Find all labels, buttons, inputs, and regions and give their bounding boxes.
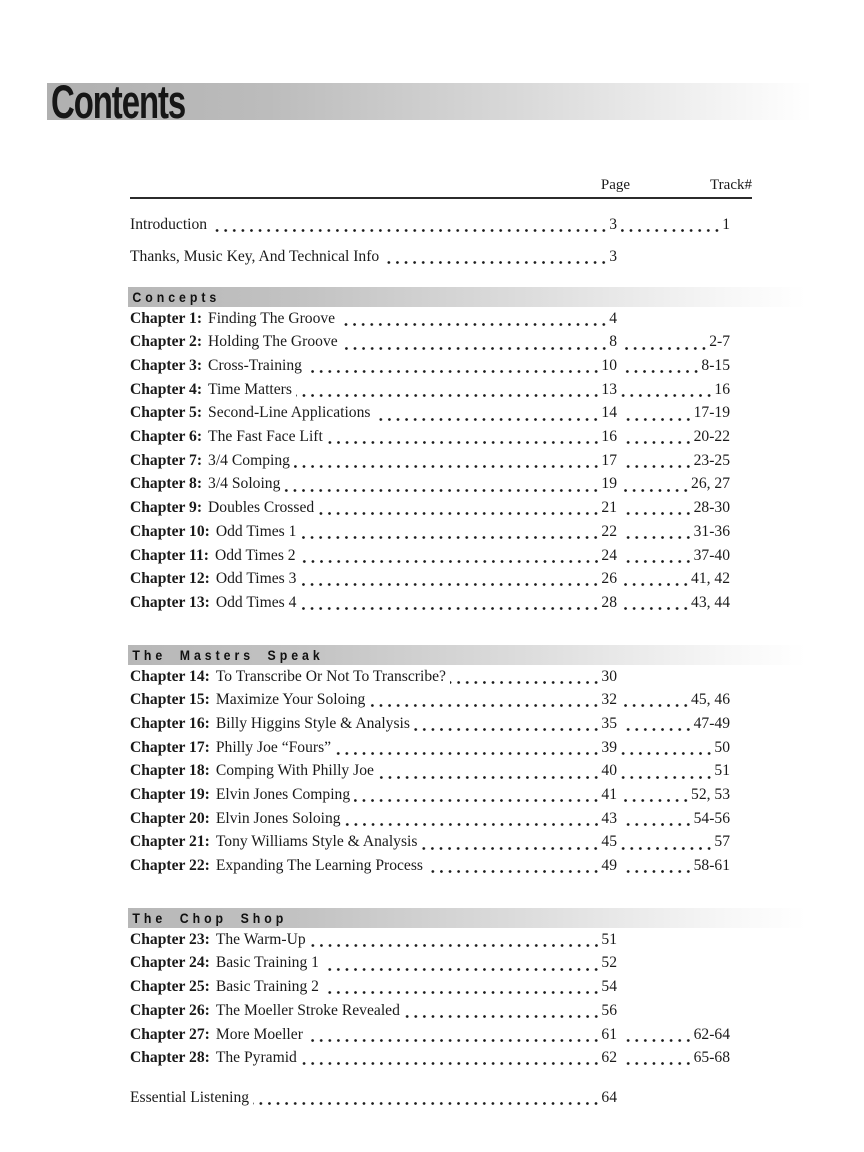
toc-row xyxy=(130,520,752,544)
dot-leader xyxy=(621,1039,693,1042)
page-number: 8 xyxy=(609,333,617,351)
track-number: 2-7 xyxy=(709,333,730,351)
chapter-label: Chapter 16: xyxy=(130,714,210,732)
toc-row-main xyxy=(130,425,617,449)
dot-leader xyxy=(621,441,693,444)
dot-leader xyxy=(621,799,690,802)
track-number: 26, 27 xyxy=(691,475,730,493)
entry-title: Maximize Your Soloing xyxy=(215,691,366,709)
toc-row-track xyxy=(617,999,730,1023)
toc-row xyxy=(130,330,752,354)
toc-row-main xyxy=(130,496,617,520)
toc-row xyxy=(130,951,752,975)
entry-title: Odd Times 2 xyxy=(214,546,296,564)
toc-row-main xyxy=(130,472,617,496)
chapter-label: Chapter 24: xyxy=(130,954,210,972)
chapter-label: Chapter 23: xyxy=(130,930,210,948)
entry-title: Finding The Groove xyxy=(208,309,336,327)
track-number: 65-68 xyxy=(693,1049,730,1067)
page-number: 51 xyxy=(601,930,617,948)
toc-row xyxy=(130,688,752,712)
chapter-label: Chapter 8: xyxy=(130,475,203,493)
dot-leader xyxy=(621,261,729,264)
toc-row-main xyxy=(130,854,617,878)
track-number: 57 xyxy=(714,833,730,851)
dot-leader xyxy=(323,991,600,994)
toc-row-track xyxy=(617,830,730,854)
page-number: 56 xyxy=(601,1001,617,1019)
page-number: 62 xyxy=(601,1049,617,1067)
toc-row-track xyxy=(617,496,730,520)
track-number: 37-40 xyxy=(693,546,730,564)
page-number: 3 xyxy=(609,247,617,265)
toc-row-main xyxy=(130,759,617,783)
toc-section xyxy=(130,287,752,615)
toc-row-track xyxy=(617,736,730,760)
entry-title: Thanks, Music Key, And Technical Info xyxy=(130,247,380,265)
toc-row-main xyxy=(130,591,617,615)
dot-leader xyxy=(300,607,600,610)
toc-row-track xyxy=(617,1023,730,1047)
toc-row xyxy=(130,472,752,496)
toc-row xyxy=(130,401,752,425)
toc-row-track xyxy=(617,1046,730,1070)
track-number: 8-15 xyxy=(701,357,730,375)
toc-row xyxy=(130,830,752,854)
track-number: 62-64 xyxy=(693,1025,730,1043)
column-headers xyxy=(130,176,752,194)
page-number: 14 xyxy=(601,404,617,422)
entry-title: Odd Times 3 xyxy=(215,570,297,588)
page-number: 52 xyxy=(601,954,617,972)
toc-row-main xyxy=(130,665,617,689)
track-number: 52, 53 xyxy=(691,786,730,804)
section-header-bar xyxy=(128,908,834,928)
toc-row-main xyxy=(130,567,617,591)
track-number: 45, 46 xyxy=(691,691,730,709)
dot-leader xyxy=(621,1102,729,1105)
dot-leader xyxy=(345,823,601,826)
page-column-header: Page xyxy=(600,177,631,193)
chapter-label: Chapter 28: xyxy=(130,1049,210,1067)
entry-title: Expanding The Learning Process xyxy=(215,857,423,875)
track-number: 31-36 xyxy=(693,522,730,540)
entry-title: 3/4 Comping xyxy=(208,451,290,469)
dot-leader xyxy=(621,1062,693,1065)
toc-row xyxy=(130,307,752,331)
toc-row-main xyxy=(130,830,617,854)
toc-row-track xyxy=(617,245,730,269)
entry-title: To Transcribe Or Not To Transcribe? xyxy=(215,667,446,685)
entry-title: Cross-Training xyxy=(208,357,302,375)
dot-leader xyxy=(621,1015,729,1018)
toc-row-main xyxy=(130,1046,617,1070)
dot-leader xyxy=(404,1015,601,1018)
page-number: 32 xyxy=(601,691,617,709)
toc-row xyxy=(130,736,752,760)
dot-leader xyxy=(621,323,729,326)
dot-leader xyxy=(369,704,600,707)
dot-leader xyxy=(300,536,600,539)
dot-leader xyxy=(296,394,600,397)
dot-leader xyxy=(310,944,601,947)
track-number: 17-19 xyxy=(693,404,730,422)
entry-title: Time Matters xyxy=(208,380,292,398)
page-number: 41 xyxy=(601,786,617,804)
chapter-label: Chapter 10: xyxy=(130,522,210,540)
track-number: 58-61 xyxy=(693,857,730,875)
toc-row-track xyxy=(617,807,730,831)
toc-row-main xyxy=(130,544,617,568)
toc-row xyxy=(130,783,752,807)
dot-leader xyxy=(621,944,729,947)
toc-row-track xyxy=(617,975,730,999)
dot-leader xyxy=(621,704,690,707)
toc-row xyxy=(130,544,752,568)
section-header-bar xyxy=(128,645,834,665)
dot-leader xyxy=(327,441,601,444)
page-number: 45 xyxy=(601,833,617,851)
dot-leader xyxy=(621,394,713,397)
dot-leader xyxy=(621,560,693,563)
page-number: 40 xyxy=(601,762,617,780)
entry-title: Essential Listening xyxy=(130,1088,250,1106)
chapter-label: Chapter 4: xyxy=(130,380,203,398)
section-rows xyxy=(130,928,752,1070)
section-title: The Masters Speak xyxy=(132,646,324,663)
track-number: 28-30 xyxy=(693,499,730,517)
toc-row-track xyxy=(617,567,730,591)
dot-leader xyxy=(621,536,693,539)
end-matter-rows xyxy=(130,1086,752,1110)
chapter-label: Chapter 15: xyxy=(130,691,210,709)
toc-row xyxy=(130,567,752,591)
toc-row-track xyxy=(617,425,730,449)
toc-row-main xyxy=(130,951,617,975)
toc-row xyxy=(130,378,752,402)
toc-row xyxy=(130,1046,752,1070)
dot-leader xyxy=(300,583,600,586)
entry-title: The Fast Face Lift xyxy=(208,428,323,446)
toc-row-track xyxy=(617,472,730,496)
dot-leader xyxy=(621,991,729,994)
dot-leader xyxy=(621,681,729,684)
toc-section xyxy=(130,645,752,878)
entry-title: Odd Times 4 xyxy=(215,593,297,611)
entry-title: 3/4 Soloing xyxy=(208,475,281,493)
entry-title: The Moeller Stroke Revealed xyxy=(215,1001,400,1019)
entry-title: Comping With Philly Joe xyxy=(215,762,374,780)
toc-row-main xyxy=(130,354,617,378)
toc-row-main xyxy=(130,999,617,1023)
dot-leader xyxy=(294,465,600,468)
page-number: 28 xyxy=(601,593,617,611)
chapter-label: Chapter 1: xyxy=(130,309,203,327)
chapter-label: Chapter 12: xyxy=(130,570,210,588)
toc-row xyxy=(130,975,752,999)
toc-row xyxy=(130,449,752,473)
entry-title: Introduction xyxy=(130,216,208,233)
chapter-label: Chapter 26: xyxy=(130,1001,210,1019)
toc-row-main xyxy=(130,520,617,544)
toc-row-main xyxy=(130,378,617,402)
chapter-label: Chapter 27: xyxy=(130,1025,210,1043)
toc-row-main xyxy=(130,245,617,269)
page-number: 17 xyxy=(601,451,617,469)
page-number: 30 xyxy=(601,667,617,685)
page-number: 54 xyxy=(601,978,617,996)
page-number: 19 xyxy=(601,475,617,493)
entry-title: Second-Line Applications xyxy=(208,404,371,422)
dot-leader xyxy=(378,776,600,779)
page-number: 61 xyxy=(601,1025,617,1043)
page-number: 39 xyxy=(601,738,617,756)
track-number: 23-25 xyxy=(693,451,730,469)
entry-title: Philly Joe “Fours” xyxy=(215,738,332,756)
section-title: The Chop Shop xyxy=(132,909,288,926)
dot-leader xyxy=(421,847,600,850)
track-number: 43, 44 xyxy=(691,593,730,611)
toc-row-track xyxy=(617,378,730,402)
toc-row-main xyxy=(130,688,617,712)
entry-title: Elvin Jones Comping xyxy=(215,786,351,804)
chapter-label: Chapter 9: xyxy=(130,499,203,517)
dot-leader xyxy=(300,560,601,563)
page-number: 22 xyxy=(601,522,617,540)
toc-row-track xyxy=(617,520,730,544)
dot-leader xyxy=(621,752,713,755)
entry-title: Tony Williams Style & Analysis xyxy=(215,833,418,851)
toc-row-track xyxy=(617,544,730,568)
toc-row-main xyxy=(130,736,617,760)
entry-title: Odd Times 1 xyxy=(215,522,297,540)
toc-row-track xyxy=(617,665,730,689)
dot-leader xyxy=(342,347,609,350)
toc-row-track xyxy=(617,783,730,807)
dot-leader xyxy=(211,229,608,232)
dot-leader xyxy=(383,261,608,264)
toc-row-track xyxy=(617,854,730,878)
toc-row-track xyxy=(617,401,730,425)
page-title: Contents xyxy=(51,75,186,128)
toc-row-main xyxy=(130,928,617,952)
toc-row-main xyxy=(130,975,617,999)
dot-leader xyxy=(621,847,713,850)
track-number: 41, 42 xyxy=(691,570,730,588)
toc-row-track xyxy=(617,330,730,354)
dot-leader xyxy=(414,728,600,731)
dot-leader xyxy=(374,418,600,421)
entry-title: Elvin Jones Soloing xyxy=(215,809,341,827)
dot-leader xyxy=(301,1062,601,1065)
dot-leader xyxy=(427,870,600,873)
track-number: 47-49 xyxy=(693,714,730,732)
page-number: 26 xyxy=(601,570,617,588)
toc-section xyxy=(130,908,752,1070)
toc-row-main xyxy=(130,307,617,331)
section-header-bar xyxy=(128,287,834,307)
toc-row-main xyxy=(130,213,617,237)
toc-row-main xyxy=(130,807,617,831)
dot-leader xyxy=(621,776,713,779)
dot-leader xyxy=(307,1039,601,1042)
track-number: 51 xyxy=(714,762,730,780)
section-title: Concepts xyxy=(132,288,221,305)
chapter-label: Chapter 11: xyxy=(130,546,209,564)
toc-row-main xyxy=(130,401,617,425)
dot-leader xyxy=(621,728,693,731)
track-number: 50 xyxy=(714,738,730,756)
dot-leader xyxy=(306,370,600,373)
toc-row-main xyxy=(130,783,617,807)
toc-row-track xyxy=(617,712,730,736)
toc-row xyxy=(130,591,752,615)
dot-leader xyxy=(621,512,693,515)
entry-title: Holding The Groove xyxy=(208,333,338,351)
entry-title: Doubles Crossed xyxy=(208,499,315,517)
dot-leader xyxy=(253,1102,600,1105)
chapter-label: Chapter 25: xyxy=(130,978,210,996)
page-number: 64 xyxy=(601,1088,617,1106)
entry-title: Billy Higgins Style & Analysis xyxy=(215,714,410,732)
toc-row-track xyxy=(617,759,730,783)
entry-title: More Moeller xyxy=(215,1025,303,1043)
page-number: 13 xyxy=(601,380,617,398)
dot-leader xyxy=(621,418,693,421)
track-number: 20-22 xyxy=(693,428,730,446)
dot-leader xyxy=(323,968,600,971)
track-number: 54-56 xyxy=(693,809,730,827)
toc-row-track xyxy=(617,928,730,952)
chapter-label: Chapter 20: xyxy=(130,809,210,827)
toc-row-track xyxy=(617,1086,730,1110)
toc-content xyxy=(130,170,752,1110)
toc-row-track xyxy=(617,354,730,378)
toc-row xyxy=(130,213,752,237)
toc-row xyxy=(130,807,752,831)
page-number: 21 xyxy=(601,499,617,517)
dot-leader xyxy=(621,229,721,232)
page-title-bar xyxy=(47,75,836,128)
page-number: 16 xyxy=(601,428,617,446)
dot-leader xyxy=(621,870,693,873)
dot-leader xyxy=(621,489,690,492)
entry-title: The Pyramid xyxy=(215,1049,297,1067)
dot-leader xyxy=(621,823,693,826)
chapter-label: Chapter 5: xyxy=(130,404,203,422)
page-number: 43 xyxy=(601,809,617,827)
dot-leader xyxy=(354,799,600,802)
toc-row-main xyxy=(130,712,617,736)
toc-row xyxy=(130,1023,752,1047)
dot-leader xyxy=(621,607,690,610)
dot-leader xyxy=(284,489,600,492)
page-number: 35 xyxy=(601,714,617,732)
chapter-label: Chapter 22: xyxy=(130,857,210,875)
toc-row xyxy=(130,354,752,378)
toc-row-track xyxy=(617,688,730,712)
toc-row-main xyxy=(130,330,617,354)
entry-title: Basic Training 2 xyxy=(215,978,319,996)
entry-title: Basic Training 1 xyxy=(215,954,319,972)
toc-row xyxy=(130,1086,752,1110)
dot-leader xyxy=(621,370,700,373)
page-number: 4 xyxy=(609,309,617,327)
page-number: 24 xyxy=(601,546,617,564)
dot-leader xyxy=(621,583,690,586)
toc-row xyxy=(130,665,752,689)
toc-row xyxy=(130,759,752,783)
toc-row-main xyxy=(130,1023,617,1047)
toc-row-track xyxy=(617,951,730,975)
track-column-header: Track# xyxy=(710,177,752,193)
toc-row-track xyxy=(617,213,730,237)
chapter-label: Chapter 6: xyxy=(130,428,203,446)
dot-leader xyxy=(621,968,729,971)
chapter-label: Chapter 7: xyxy=(130,451,203,469)
chapter-label: Chapter 21: xyxy=(130,833,210,851)
toc-row xyxy=(130,245,752,269)
toc-row-track xyxy=(617,591,730,615)
chapter-label: Chapter 3: xyxy=(130,357,203,375)
toc-row-track xyxy=(617,449,730,473)
toc-row xyxy=(130,425,752,449)
dot-leader xyxy=(318,512,600,515)
dot-leader xyxy=(621,347,708,350)
toc-row xyxy=(130,712,752,736)
chapter-label: Chapter 14: xyxy=(130,667,210,685)
toc-row xyxy=(130,496,752,520)
section-rows xyxy=(130,307,752,615)
front-matter-rows xyxy=(130,213,752,269)
toc-row-main xyxy=(130,1086,617,1110)
chapter-label: Chapter 18: xyxy=(130,762,210,780)
chapter-label: Chapter 19: xyxy=(130,786,210,804)
section-list xyxy=(130,287,752,1070)
dot-leader xyxy=(339,323,608,326)
chapter-label: Chapter 2: xyxy=(130,333,203,351)
toc-row xyxy=(130,999,752,1023)
toc-row-main xyxy=(130,449,617,473)
section-rows xyxy=(130,665,752,878)
track-number: 1 xyxy=(722,216,730,233)
toc-row xyxy=(130,854,752,878)
page-number: 3 xyxy=(609,216,617,233)
toc-row-track xyxy=(617,307,730,331)
toc-row xyxy=(130,928,752,952)
header-rule xyxy=(130,197,752,199)
chapter-label: Chapter 17: xyxy=(130,738,210,756)
track-number: 16 xyxy=(714,380,730,398)
page-number: 10 xyxy=(601,357,617,375)
chapter-label: Chapter 13: xyxy=(130,593,210,611)
dot-leader xyxy=(450,681,600,684)
page-number: 49 xyxy=(601,857,617,875)
entry-title: The Warm-Up xyxy=(215,930,306,948)
dot-leader xyxy=(335,752,600,755)
dot-leader xyxy=(621,465,693,468)
